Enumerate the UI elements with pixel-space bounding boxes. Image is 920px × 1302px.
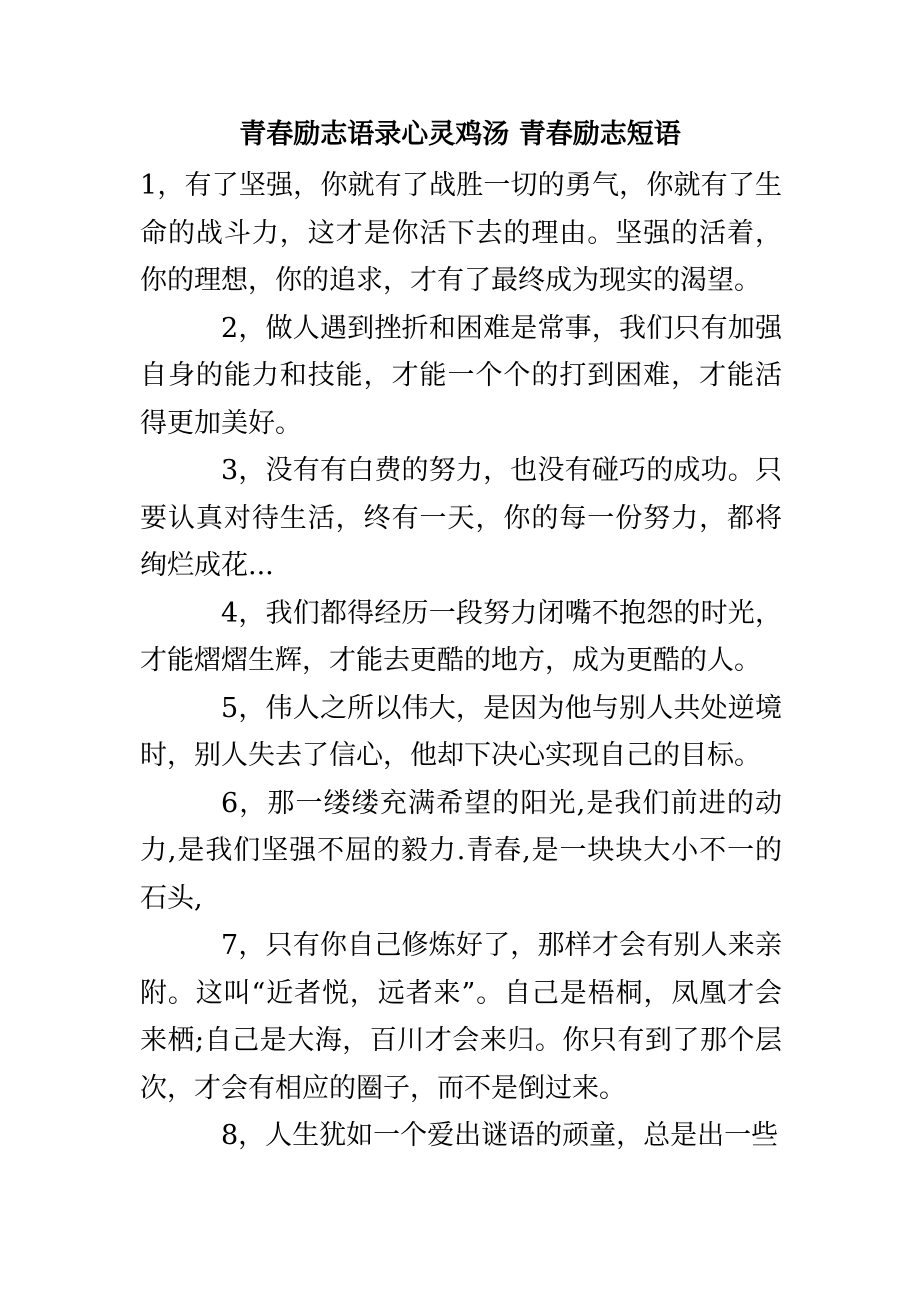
paragraph-1: 1，有了坚强，你就有了战胜一切的勇气，你就有了生命的战斗力，这才是你活下去的理由。坚强的活着，你的理想，你的追求，才有了最终成为现实的渴望。: [140, 170, 782, 296]
paragraph-4: 4，我们都得经历一段努力闭嘴不抱怨的时光，才能熠熠生辉，才能去更酷的地方，成为更酷的人。: [140, 597, 782, 676]
paragraph-7: 7，只有你自己修炼好了，那样才会有别人来亲附。这叫“近者悦，远者来”。自己是梧桐，凤凰才会来栖;自己是大海，百川才会来归。你只有到了那个层次，才会有相应的圈子，而不是倒过来。: [140, 930, 782, 1104]
document-body: [140, 162, 782, 1160]
paragraph-6: 6，那一缕缕充满希望的阳光,是我们前进的动力,是我们坚强不屈的毅力.青春,是一块块大小不一的石头,: [140, 787, 782, 914]
paragraph-5: 5，伟人之所以伟大，是因为他与别人共处逆境时，别人失去了信心，他却下决心实现自己的目标。: [140, 692, 782, 771]
paragraph-3: 3，没有有白费的努力，也没有碰巧的成功。只要认真对待生活，终有一天，你的每一份努力，都将绚烂成花...: [140, 455, 782, 581]
paragraph-8: 8，人生犹如一个爱出谜语的顽童，总是出一些: [221, 1120, 779, 1151]
document-title: 青春励志语录心灵鸡汤 青春励志短语: [239, 119, 681, 150]
paragraph-2: 2，做人遇到挫折和困难是常事，我们只有加强自身的能力和技能，才能一个个的打到困难，才能活得更加美好。: [140, 312, 782, 439]
